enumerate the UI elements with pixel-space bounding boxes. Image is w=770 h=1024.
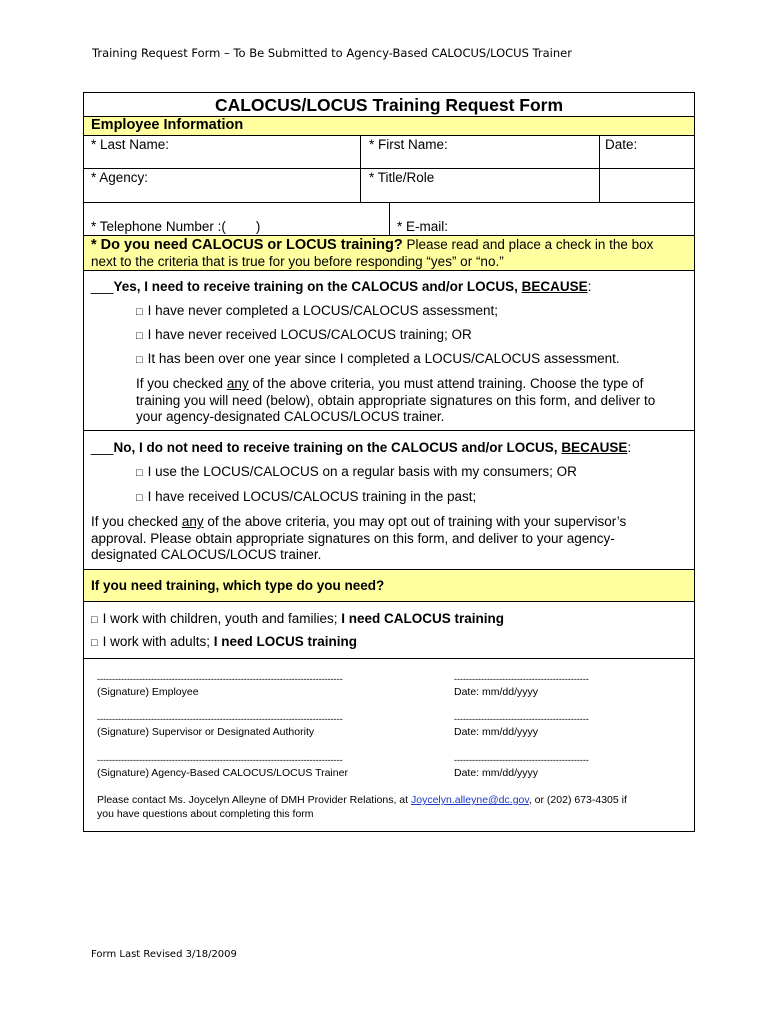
type-question (84, 570, 694, 601)
form-title: CALOCUS/LOCUS Training Request Form (214, 95, 564, 115)
no-label: No, I do not need to receive training on the CALOCUS and/or LOCUS, (113, 440, 562, 455)
type-question-text: If you need training, which type do you need? (91, 578, 385, 593)
date-line-supervisor[interactable]: --------------------------------------------- (454, 714, 589, 724)
checkbox-icon[interactable]: □ (91, 637, 98, 649)
date-supervisor-label: Date: mm/dd/yyyy (454, 726, 539, 738)
signature-employee-label: (Signature) Employee (97, 686, 199, 698)
contact-email-link[interactable]: Joycelyn.alleyne@dc.gov (410, 794, 529, 806)
checkbox-icon[interactable]: □ (136, 306, 143, 318)
signature-line-trainer[interactable]: ---------------------------------------------------------------------------------- (97, 755, 343, 765)
no-item-1: □ I use the LOCUS/CALOCUS on a regular basis with my consumers; OR (136, 464, 577, 479)
no-note: If you checked any of the above criteria, you may opt out of training with your supervisor’s approval. Please obtain appropriate signatures on this form, and deliver to your agency- designated CALOCUS/LOCUS trainer. (91, 514, 627, 562)
training-question-line2: next to the criteria that is true for you before responding “yes” or “no.” (91, 254, 504, 269)
no-item-2: □ I have received LOCUS/CALOCUS training in the past; (136, 489, 477, 504)
date-employee-label: Date: mm/dd/yyyy (454, 686, 539, 698)
checkbox-icon[interactable]: □ (136, 467, 143, 479)
training-question-text: Please read and place a check in the box (402, 237, 654, 252)
contact-note: Please contact Ms. Joycelyn Alleyne of DMH Provider Relations, at Joycelyn.alleyne@dc.gov, or (202) 673-4305 if you have questions about completing this form (97, 794, 627, 820)
yes-item-3: □ It has been over one year since I completed a LOCUS/CALOCUS assessment. (136, 351, 620, 366)
date-trainer-label: Date: mm/dd/yyyy (454, 767, 539, 779)
yes-option: ___Yes, I need to receive training on the CALOCUS and/or LOCUS, BECAUSE: (91, 279, 592, 294)
signature-trainer-label: (Signature) Agency-Based CALOCUS/LOCUS Trainer (97, 767, 348, 779)
signature-line-employee[interactable]: ---------------------------------------------------------------------------------- (97, 674, 343, 684)
training-question (84, 236, 694, 270)
checkbox-icon[interactable]: □ (136, 354, 143, 366)
signature-line-supervisor[interactable]: ---------------------------------------------------------------------------------- (97, 714, 343, 724)
yes-item-1: □ I have never completed a LOCUS/CALOCUS assessment; (136, 303, 499, 318)
yes-note: If you checked any of the above criteria, you must attend training. Choose the type of training you will need (below), obtain appropriate signatures on this form, and deliver to your agency-designated CALOCUS/LOCUS trainer. (136, 376, 656, 424)
telephone-label: * Telephone Number :( ) (91, 219, 261, 234)
type-locus: □ I work with adults; I need LOCUS training (91, 634, 357, 649)
no-option: ___No, I do not need to receive training on the CALOCUS and/or LOCUS, BECAUSE: (91, 440, 632, 455)
last-name-label: * Last Name: (91, 137, 170, 152)
no-because: BECAUSE (561, 440, 628, 455)
email-label: * E-mail: (397, 219, 449, 234)
first-name-label: * First Name: (369, 137, 448, 152)
agency-label: * Agency: (91, 170, 149, 185)
date-line-trainer[interactable]: --------------------------------------------- (454, 755, 589, 765)
page-footer: Form Last Revised 3/18/2009 (91, 949, 237, 960)
yes-because: BECAUSE (521, 279, 588, 294)
training-request-form (83, 92, 695, 832)
training-question-bold: * Do you need CALOCUS or LOCUS training? (91, 237, 403, 253)
checkbox-icon[interactable]: □ (91, 614, 98, 626)
yes-item-2: □ I have never received LOCUS/CALOCUS training; OR (136, 327, 472, 342)
employee-section-header (84, 117, 694, 135)
employee-section-title: Employee Information (91, 117, 244, 133)
signature-supervisor-label: (Signature) Supervisor or Designated Authority (97, 726, 315, 738)
date-line-employee[interactable]: --------------------------------------------- (454, 674, 589, 684)
checkbox-icon[interactable]: □ (136, 330, 143, 342)
yes-label: Yes, I need to receive training on the CALOCUS and/or LOCUS, (113, 279, 522, 294)
date-label: Date: (605, 137, 638, 152)
checkbox-icon[interactable]: □ (136, 492, 143, 504)
type-calocus: □ I work with children, youth and families; I need CALOCUS training (91, 611, 505, 626)
page-header: Training Request Form – To Be Submitted to Agency-Based CALOCUS/LOCUS Trainer (92, 46, 572, 60)
title-role-label: * Title/Role (369, 170, 435, 185)
